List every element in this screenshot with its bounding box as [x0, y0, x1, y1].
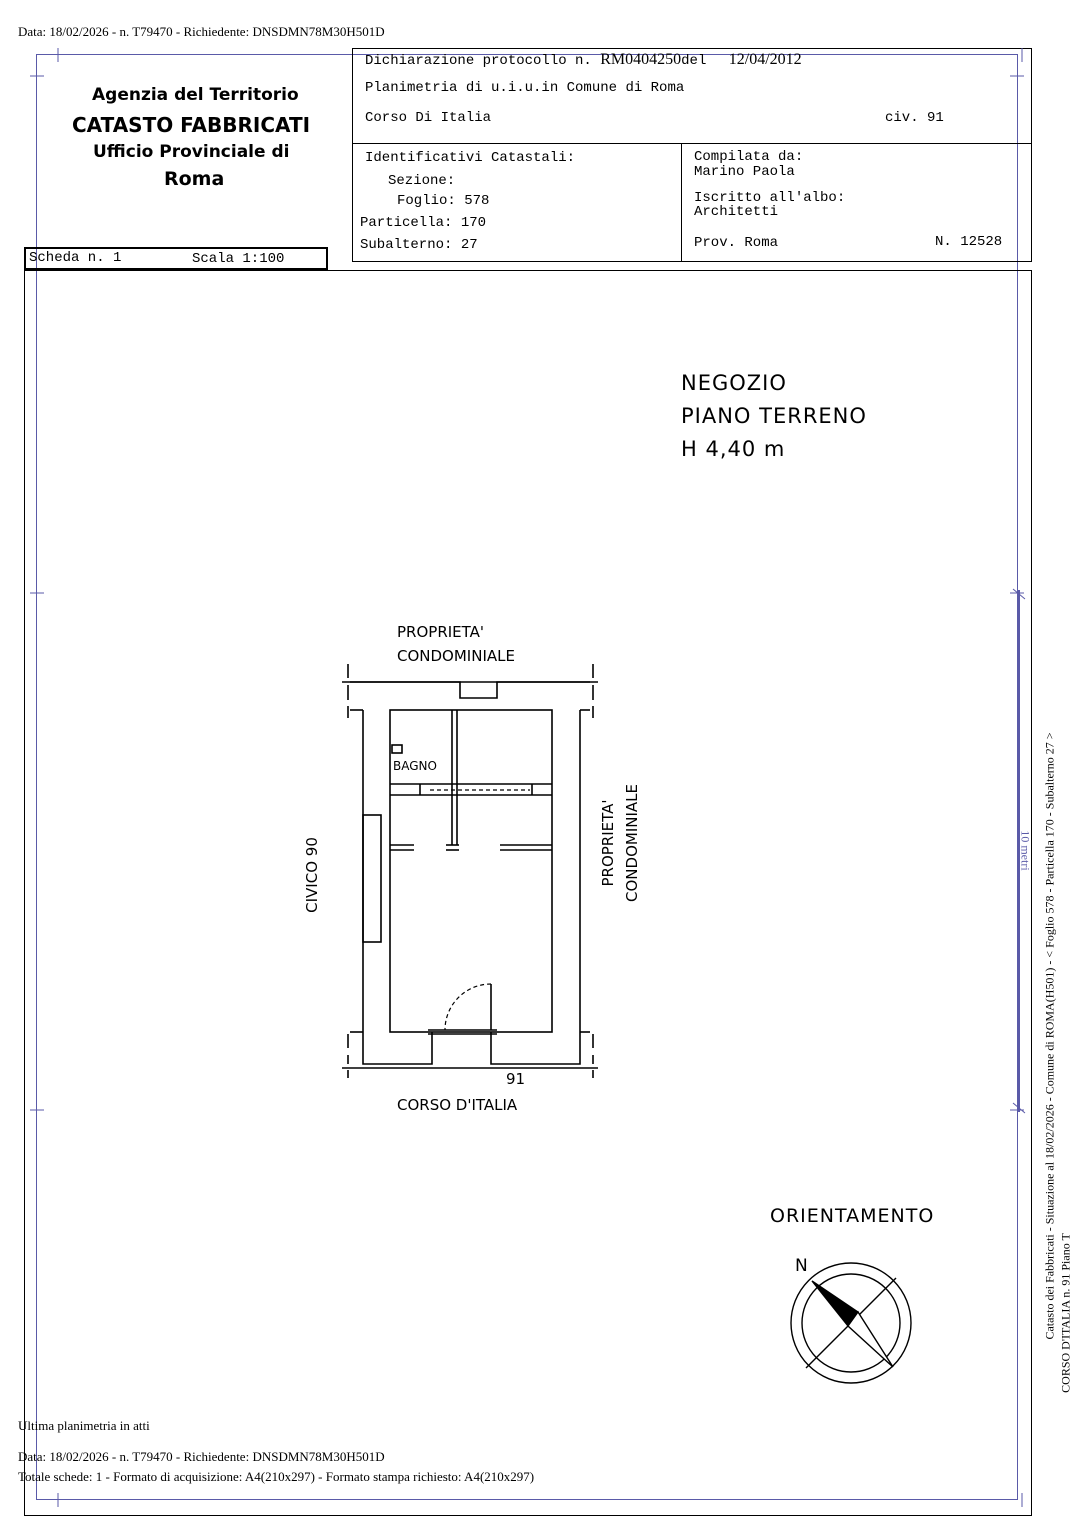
plan-walls: [342, 664, 598, 1078]
scale-bar-label: 10 metri: [1018, 830, 1033, 871]
plan-title-height: H 4,40 m: [681, 437, 786, 461]
orientation-label: ORIENTAMENTO: [770, 1205, 935, 1227]
compiler-label: Compilata da:: [694, 149, 804, 165]
top-neighbour-label: PROPRIETA': [397, 623, 485, 641]
compiler-name: Marino Paola: [694, 164, 795, 180]
civic-number-label: 91: [506, 1070, 526, 1088]
declaration-prefix: Dichiarazione protocollo n.: [365, 53, 592, 69]
plan-title-floor: PIANO TERRENO: [681, 404, 867, 428]
street-line: Corso Di Italia: [365, 110, 492, 126]
agency-name: Agenzia del Territorio: [92, 85, 299, 105]
bathroom-label: BAGNO: [393, 759, 437, 773]
north-label: N: [795, 1256, 808, 1276]
header-request-line: Data: 18/02/2026 - n. T79470 - Richiedente: DNSDMN78M30H501D: [18, 24, 385, 39]
footer-request-line: Data: 18/02/2026 - n. T79470 - Richiedente: DNSDMN78M30H501D: [18, 1449, 385, 1464]
door-swing: [430, 790, 530, 1030]
registration-number: N. 12528: [935, 234, 1003, 250]
scheda-label: Scheda n. 1: [29, 250, 122, 266]
planimetry-line: Planimetria di u.i.u.in Comune di Roma: [365, 80, 685, 96]
street-label: CORSO D'ITALIA: [397, 1096, 518, 1114]
albo-label: Iscritto all'albo:: [694, 190, 846, 206]
right-neighbour-label-2: CONDOMINIALE: [623, 784, 641, 902]
declaration-del: del: [681, 53, 707, 69]
foglio-label: Foglio: 578: [397, 193, 490, 209]
subalterno-label: Subalterno: 27: [360, 237, 478, 253]
sezione-label: Sezione:: [388, 173, 456, 189]
identifiers-title: Identificativi Catastali:: [365, 150, 576, 166]
albo-value: Architetti: [694, 204, 779, 220]
catasto-title: CATASTO FABBRICATI: [72, 113, 311, 137]
footer-last-plan: Ultima planimetria in atti: [18, 1418, 150, 1433]
protocol-number: RM0404250: [600, 51, 682, 68]
civic-line: civ. 91: [885, 110, 944, 126]
province-label: Prov. Roma: [694, 235, 779, 251]
side-address-line: CORSO D'ITALIA n. 91 Piano T: [1058, 1233, 1073, 1393]
plan-title-use: NEGOZIO: [681, 371, 787, 395]
office-label: Ufficio Provinciale di: [93, 142, 290, 162]
top-neighbour-label-2: CONDOMINIALE: [397, 647, 515, 665]
particella-label: Particella: 170: [360, 215, 487, 231]
footer-totals-line: Totale schede: 1 - Formato di acquisizione: A4(210x297) - Formato stampa richiesto: A4(210x297): [18, 1469, 535, 1484]
office-city: Roma: [164, 168, 225, 190]
right-neighbour-label: PROPRIETA': [599, 799, 617, 887]
protocol-date: 12/04/2012: [728, 51, 802, 68]
left-neighbour-label: CIVICO 90: [303, 837, 321, 913]
scale-label: Scala 1:100: [192, 251, 285, 267]
compass-icon: [791, 1263, 911, 1383]
side-cadastral-line: Catasto dei Fabbricati - Situazione al 18/02/2026 - Comune di ROMA(H501) - < Foglio 578 - Particella 170 - Subalterno 27 >: [1042, 732, 1057, 1340]
